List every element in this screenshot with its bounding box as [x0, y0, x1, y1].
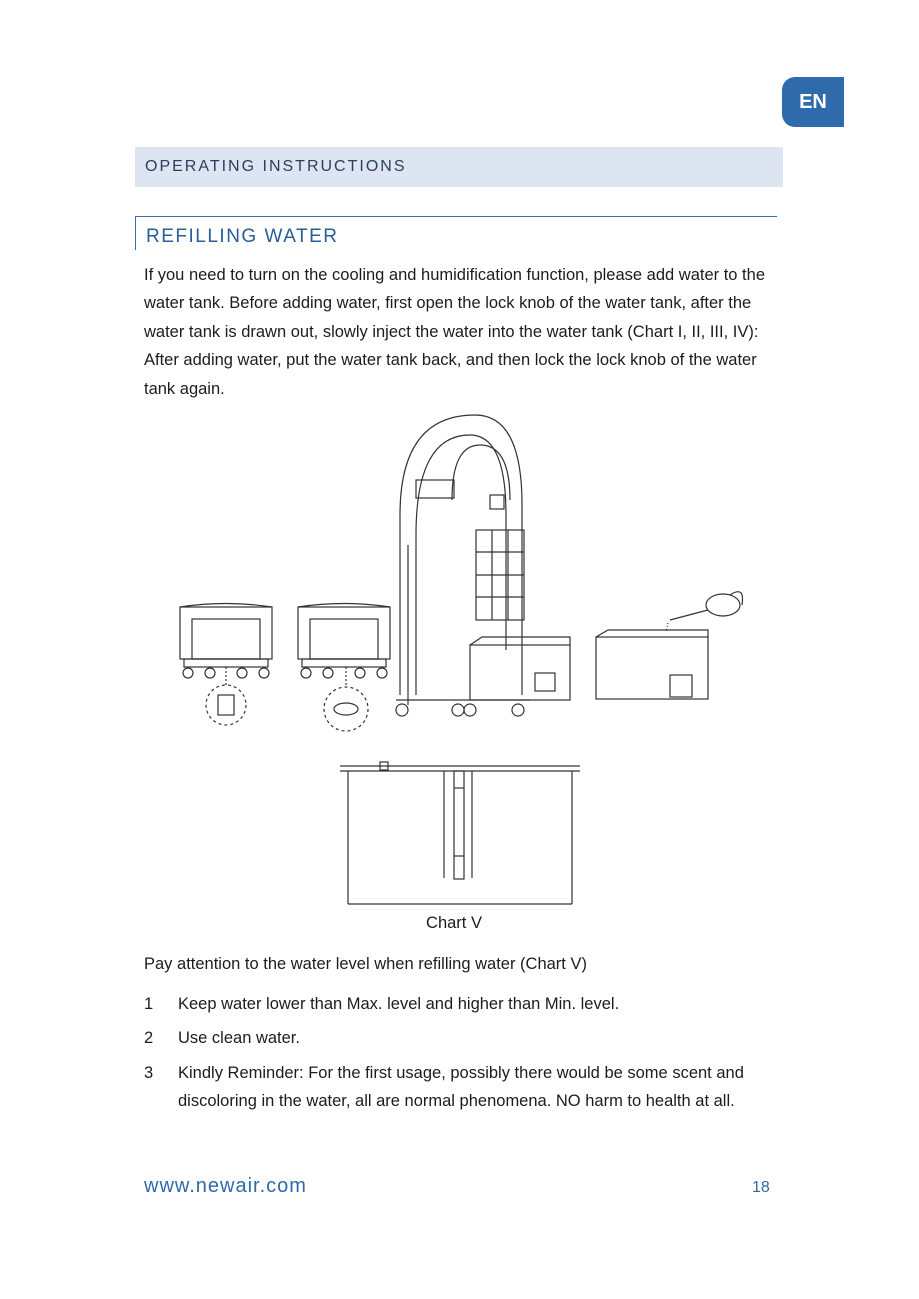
- section-title: OPERATING INSTRUCTIONS: [145, 158, 407, 175]
- attention-text: Pay attention to the water level when refilling water (Chart V): [144, 955, 587, 973]
- list-number: 1: [144, 995, 154, 1013]
- reminder-list: [144, 990, 784, 1122]
- chart-caption: Chart V: [426, 914, 482, 932]
- list-text: Kindly Reminder: For the first usage, possibly there would be some scent and discoloring in the water, all are normal phenomena. NO harm to health at all.: [178, 1063, 744, 1111]
- list-text: Keep water lower than Max. level and higher than Min. level.: [178, 995, 620, 1013]
- list-number: 3: [144, 1063, 154, 1082]
- list-number: 2: [144, 1029, 154, 1048]
- language-tab-en: EN: [782, 77, 844, 127]
- intro-paragraph: If you need to turn on the cooling and humidification function, please add water to the water tank. Before adding water, first open the lock knob of the water tank, after the water tank is drawn out, slowly inject the water into the water tank (Chart I, II, III, IV): After adding water, put the water tank back, and then lock the lock knob of the water tank again.: [144, 266, 765, 398]
- list-item: [144, 990, 784, 1018]
- tank-unlock-step-1: [180, 604, 272, 726]
- footer-website-link[interactable]: www.newair.com: [144, 1175, 307, 1197]
- page-number: 18: [752, 1179, 770, 1196]
- air-cooler-unit: [396, 415, 570, 716]
- subsection-header: [135, 216, 777, 250]
- tank-refill-step: [596, 592, 743, 699]
- subsection-title: REFILLING WATER: [146, 226, 339, 247]
- water-level-diagram: [336, 758, 586, 910]
- refilling-illustration: [170, 405, 750, 740]
- list-item: [144, 1059, 784, 1116]
- section-header: [135, 147, 783, 187]
- list-item: [144, 1024, 784, 1052]
- tank-unlock-step-2: [298, 604, 390, 732]
- list-text: Use clean water.: [178, 1029, 300, 1048]
